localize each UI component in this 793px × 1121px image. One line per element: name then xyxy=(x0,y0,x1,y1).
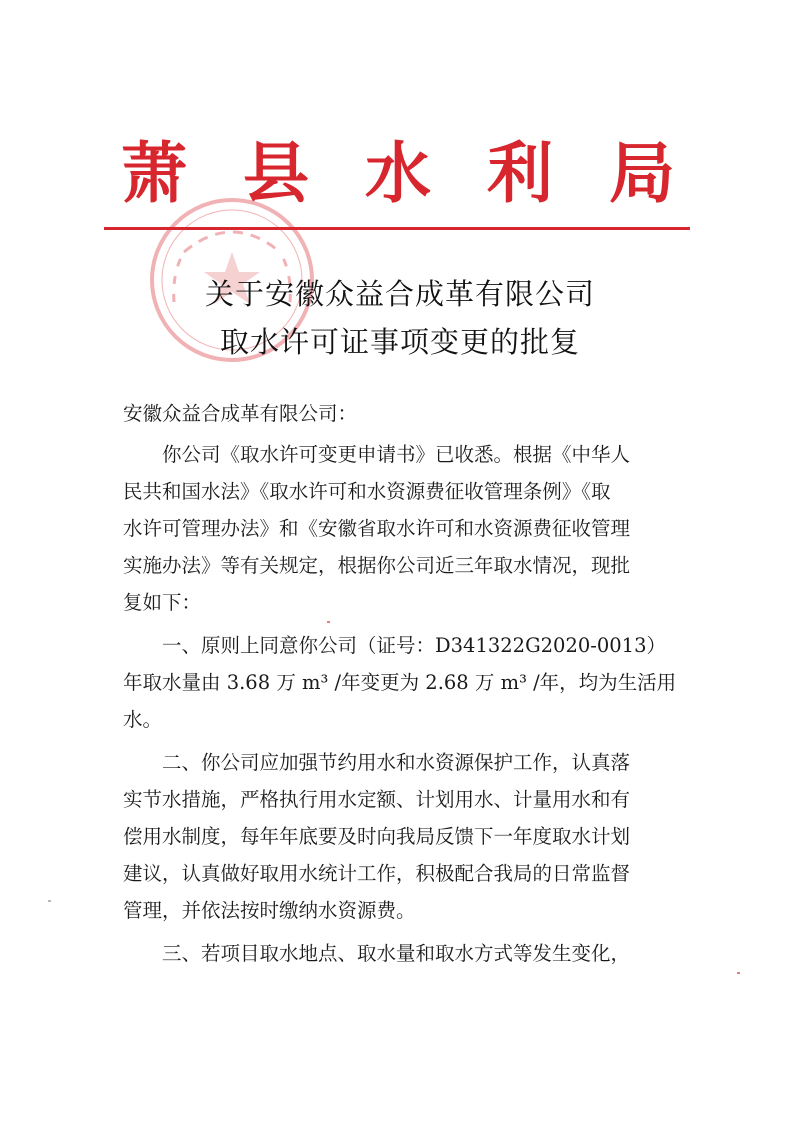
document-title xyxy=(150,270,650,366)
letterhead-char: 局 xyxy=(609,134,675,212)
letterhead-char: 水 xyxy=(365,134,431,212)
body-line: 水许可管理办法》和《安徽省取水许可和水资源费征收管理 xyxy=(123,517,631,540)
document-body xyxy=(123,395,683,972)
body-line: 水。 xyxy=(123,708,163,731)
body-line: 三、若项目取水地点、取水量和取水方式等发生变化， xyxy=(123,942,631,965)
body-line: 实节水措施，严格执行用水定额、计划用水、计量用水和有 xyxy=(123,788,631,811)
body-line: 建议，认真做好取用水统计工作，积极配合我局的日常监督 xyxy=(123,862,631,885)
body-line: 年取水量由 3.68 万 m³ /年变更为 2.68 万 m³ /年，均为生活用 xyxy=(123,671,677,694)
body-line: 一、原则上同意你公司（证号：D341322G2020-0013） xyxy=(123,634,666,657)
body-line: 二、你公司应加强节约用水和水资源保护工作，认真落 xyxy=(123,751,631,774)
scan-speck xyxy=(737,972,740,974)
letterhead-char: 县 xyxy=(243,134,309,212)
body-line: 复如下： xyxy=(123,591,202,614)
body-line: 偿用水制度，每年年底要及时向我局反馈下一年度取水计划 xyxy=(123,825,631,848)
body-line: 你公司《取水许可变更申请书》已收悉。根据《中华人 xyxy=(123,443,631,466)
scan-speck xyxy=(48,900,51,902)
body-line: 实施办法》等有关规定，根据你公司近三年取水情况，现批 xyxy=(123,554,631,577)
body-line: 管理，并依法按时缴纳水资源费。 xyxy=(123,899,416,922)
letterhead-char: 萧 xyxy=(121,134,187,212)
body-line: 民共和国水法》《取水许可和水资源费征收管理条例》《取 xyxy=(123,480,611,503)
salutation: 安徽众益合成革有限公司： xyxy=(123,402,358,425)
document-title-line: 关于安徽众益合成革有限公司 xyxy=(204,277,595,311)
document-title-line: 取水许可证事项变更的批复 xyxy=(219,325,580,359)
letterhead-char: 利 xyxy=(487,134,553,212)
scan-speck xyxy=(327,621,330,623)
